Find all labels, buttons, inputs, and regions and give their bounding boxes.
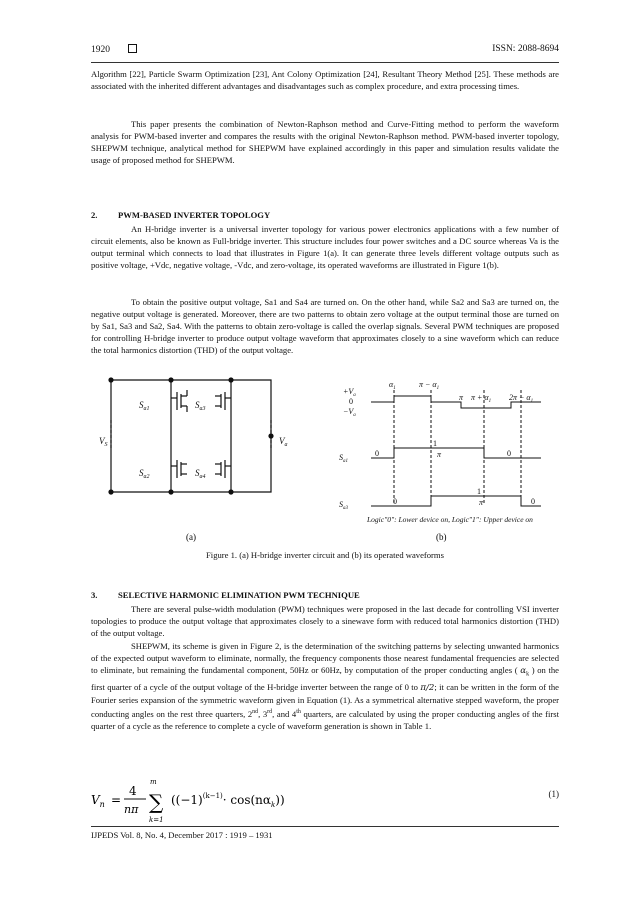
- intro-paragraph-1: Algorithm [22], Particle Swarm Optimization [23], Ant Colony Optimization [24], Resultant Theory Method [25]. These methods are associated with the inherited different advantages and disadvantages such as complex procedure, and extra processing times.: [91, 69, 559, 92]
- svg-text:k=1: k=1: [149, 816, 164, 824]
- section-3-heading: 3. SELECTIVE HARMONIC ELIMINATION PWM TECHNIQUE: [91, 590, 360, 600]
- sa1-label: $S_{a1}$: [139, 400, 150, 412]
- svg-text:π: π: [479, 498, 484, 507]
- vs-label: $V_S$: [99, 436, 108, 448]
- footer-rule: [91, 826, 559, 827]
- page-number: 1920: [91, 44, 137, 55]
- svg-text:Vn: $V_n$: [91, 793, 105, 809]
- switch-sa3: [215, 392, 231, 410]
- switch-sa1: [171, 390, 187, 412]
- equation-number: (1): [548, 789, 559, 799]
- svg-text:+Va: $+V_a$: [343, 387, 356, 398]
- switch-sa2: [171, 460, 187, 478]
- svg-text:π − α1: $\pi - \alpha_1$: [419, 380, 440, 391]
- sa3-label: $S_{a3}$: [195, 400, 206, 412]
- svg-text:π: π: [437, 450, 442, 459]
- switch-sa4: [215, 460, 231, 478]
- svg-text:((−1)(k−1)· cos(nαk)): $((-1)^{(k-1)}\cdot \cos(n\alpha_k))$: [171, 792, 285, 809]
- square-bullet-icon: [128, 44, 137, 53]
- page-header: [91, 44, 559, 60]
- section-3-paragraph-1: There are several pulse-width modulation (PWM) techniques were proposed in the last decade for controlling VSI inverter topologies to produce the output voltage that approximates closely to a sinewave form with reduced total harmonics distortion (THD) of the output voltage.: [91, 604, 559, 639]
- svg-text:m: m: [150, 778, 157, 786]
- waveform-panel: [371, 390, 541, 506]
- svg-text:1: 1: [477, 487, 481, 496]
- figure-1: [91, 360, 559, 545]
- svg-text:=: =: [111, 793, 122, 807]
- svg-text:nπ: nπ: [124, 803, 139, 816]
- svg-text:0: 0: [375, 449, 379, 458]
- va-label: $V_a$: [279, 436, 288, 448]
- header-rule: [91, 62, 559, 63]
- label-b: (b): [436, 532, 447, 542]
- svg-text:4: 4: [129, 784, 137, 798]
- issn: ISSN: 2088-8694: [492, 44, 559, 54]
- svg-text:Sa3: $S_{a3}$: [339, 500, 348, 511]
- svg-text:π: π: [459, 393, 464, 402]
- svg-text:Logic"0": Lower device on, Log: Logic"0": Lower device on, Logic"1": Upper device on: [367, 515, 533, 524]
- svg-text:∑: ∑: [149, 790, 164, 814]
- svg-text:0: 0: [393, 497, 397, 506]
- figure-1-caption: Figure 1. (a) H-bridge inverter circuit and (b) its operated waveforms: [206, 550, 444, 560]
- sa2-label: $S_{a2}$: [139, 468, 150, 480]
- section-3-paragraph-2: SHEPWM, its scheme is given in Figure 2, is the determination of the switching patterns by selecting unwanted harmonics of the expected output waveform to eliminate, normally, the frequency components those nearest fundamental frequencies are selected to eliminate, but remaining the fundamental component, 50Hz or 60Hz, by computation of the proper conducting angles ( $\alpha_k$ ) on the first quarter of a cycle of the output voltage of the H-bridge inverter between the range of 0 to π/2; it can be written in the form of the Fourier series expansion of the symmetric waveform given in Equation (1). As a symmetrical alternative stepped waveform, the proper conducting angles on the rest three quarters, 2nd, 3rd, and 4th quarters, are calculated by using the proper conducting angles of the first quarter of a cycle as the reference to complete a cycle of waveform generation is shown in Table 1.: [91, 641, 560, 732]
- svg-text:π + α1: $\pi + \alpha_1$: [471, 393, 492, 404]
- sa4-label: $S_{a4}$: [195, 468, 206, 480]
- section-2-heading: 2. PWM-BASED INVERTER TOPOLOGY: [91, 210, 271, 220]
- label-a: (a): [186, 532, 196, 542]
- svg-text:Sa1: $S_{a1}$: [339, 453, 348, 464]
- section-2-paragraph-2: To obtain the positive output voltage, Sa1 and Sa4 are turned on. On the other hand, while Sa2 and Sa3 are turned on, the negative output voltage is generated. Moreover, there are two patterns to obtain zero voltage at the output terminal those are turned on by Sa1, Sa3 and Sa2, Sa4. With the patterns to obtain zero-voltage is called the overlap signals. Several PWM techniques are proposed for controlling H-bridge inverter to produce output voltage waveform that approximates closely to a sine waveform which can reduce the total harmonics distortion (THD) of the output voltage.: [91, 297, 559, 356]
- h-bridge-circuit: [109, 378, 273, 494]
- svg-text:0: 0: [349, 397, 353, 406]
- equation-1: [91, 776, 559, 824]
- svg-text:0: 0: [507, 449, 511, 458]
- svg-text:−Va: $-V_a$: [343, 407, 356, 418]
- intro-paragraph-2: This paper presents the combination of Newton-Raphson method and Curve-Fitting method to perform the waveform analysis for PWM-based inverter and compares the results with the original Newton-Raphson method. PWM-based inverter topology, SHEPWM technique, analytical method for SHEPWM have explained accordingly in this paper and simulation results validate the usage of proposed method for SHEPWM.: [91, 119, 559, 166]
- svg-text:1: 1: [433, 439, 437, 448]
- svg-text:0: 0: [531, 497, 535, 506]
- svg-text:2π − α1: $2\pi - \alpha_1$: [509, 393, 534, 404]
- svg-text:α1: $\alpha_1$: [389, 380, 396, 391]
- section-2-paragraph-1: An H-bridge inverter is a universal inverter topology for various power electronics applications with a few number of circuit elements, also be known as Full-bridge inverter. This structure includes four power switches and a DC source whereas Va is the output terminal which connects to load that illustrates in Figure 1(a). It can generate three levels different voltage outputs such as positive voltage, +Vdc, negative voltage, -Vdc, and zero-voltage, its operated waveforms are illustrated in Figure 1(b).: [91, 224, 559, 271]
- page-footer: IJPEDS Vol. 8, No. 4, December 2017 : 1919 – 1931: [91, 830, 273, 840]
